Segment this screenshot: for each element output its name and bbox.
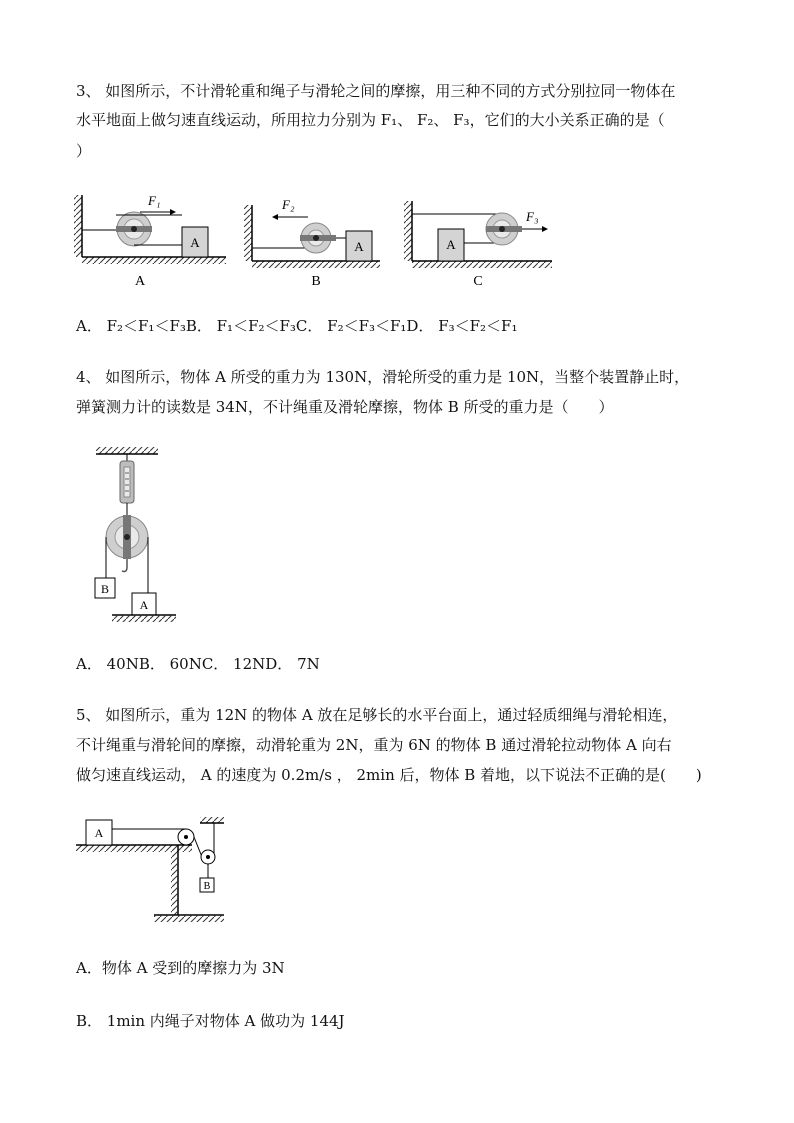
q4-block-a-label: A: [139, 598, 149, 612]
q5-line-1: 5、 如图所示，重为 12N 的物体 A 放在足够长的水平台面上，通过轻质细绳与滑轮相连，: [76, 706, 678, 724]
q5-figure: [76, 815, 236, 925]
q5-option-a: A．物体 A 受到的摩擦力为 3N: [76, 959, 285, 977]
q3-block-c-label: A: [446, 237, 456, 252]
q3-line-3: ）: [76, 142, 92, 160]
q3-fig-c: [404, 201, 552, 289]
q4-options: A． 40NB． 60NC． 12ND． 7N: [76, 655, 320, 673]
q3-line-2: 水平地面上做匀速直线运动，所用拉力分别为 F₁、 F₂、 F₃，它们的大小关系正确的是（: [76, 111, 665, 129]
q3-f1-label: F₁: [148, 193, 161, 208]
q4-block-b-label: B: [100, 582, 110, 596]
q3-block-b-label: A: [354, 239, 364, 254]
q5-option-b: B． 1min 内绳子对物体 A 做功为 144J: [76, 1012, 345, 1030]
q3-options: A． F₂＜F₁＜F₃B． F₁＜F₂＜F₃C． F₂＜F₃＜F₁D． F₃＜F₂＜F₁: [76, 317, 518, 335]
q3-label-b: B: [311, 274, 321, 289]
q3-label-c: C: [473, 274, 483, 289]
q3-f3-label: F₃: [526, 209, 539, 224]
q5-block-a-label: A: [94, 826, 104, 840]
q3-block-a-label: A: [190, 235, 200, 250]
q3-f2-label: F₂: [282, 197, 295, 212]
q5-line-3: 做匀速直线运动， A 的速度为 0.2m/s ， 2min 后，物体 B 着地，以下说法不正确的是( ): [76, 766, 702, 784]
q4-line-1: 4、 如图所示，物体 A 所受的重力为 130N，滑轮所受的重力是 10N，当整个装置静止时，: [76, 368, 690, 386]
q5-line-2: 不计绳重与滑轮间的摩擦，动滑轮重为 2N，重为 6N 的物体 B 通过滑轮拉动物体 A 向右: [76, 736, 672, 754]
q4-figure: [90, 445, 190, 630]
q3-fig-b: [244, 197, 380, 289]
q4-line-2: 弹簧测力计的读数是 34N，不计绳重及滑轮摩擦，物体 B 所受的重力是（ ）: [76, 398, 614, 416]
q3-fig-a: [74, 193, 226, 289]
q3-label-a: A: [134, 274, 146, 289]
q3-figure: [70, 185, 560, 295]
q5-block-b-label: B: [203, 881, 211, 892]
q3-line-1: 3、 如图所示，不计滑轮重和绳子与滑轮之间的摩擦，用三种不同的方式分别拉同一物体在: [76, 82, 676, 100]
